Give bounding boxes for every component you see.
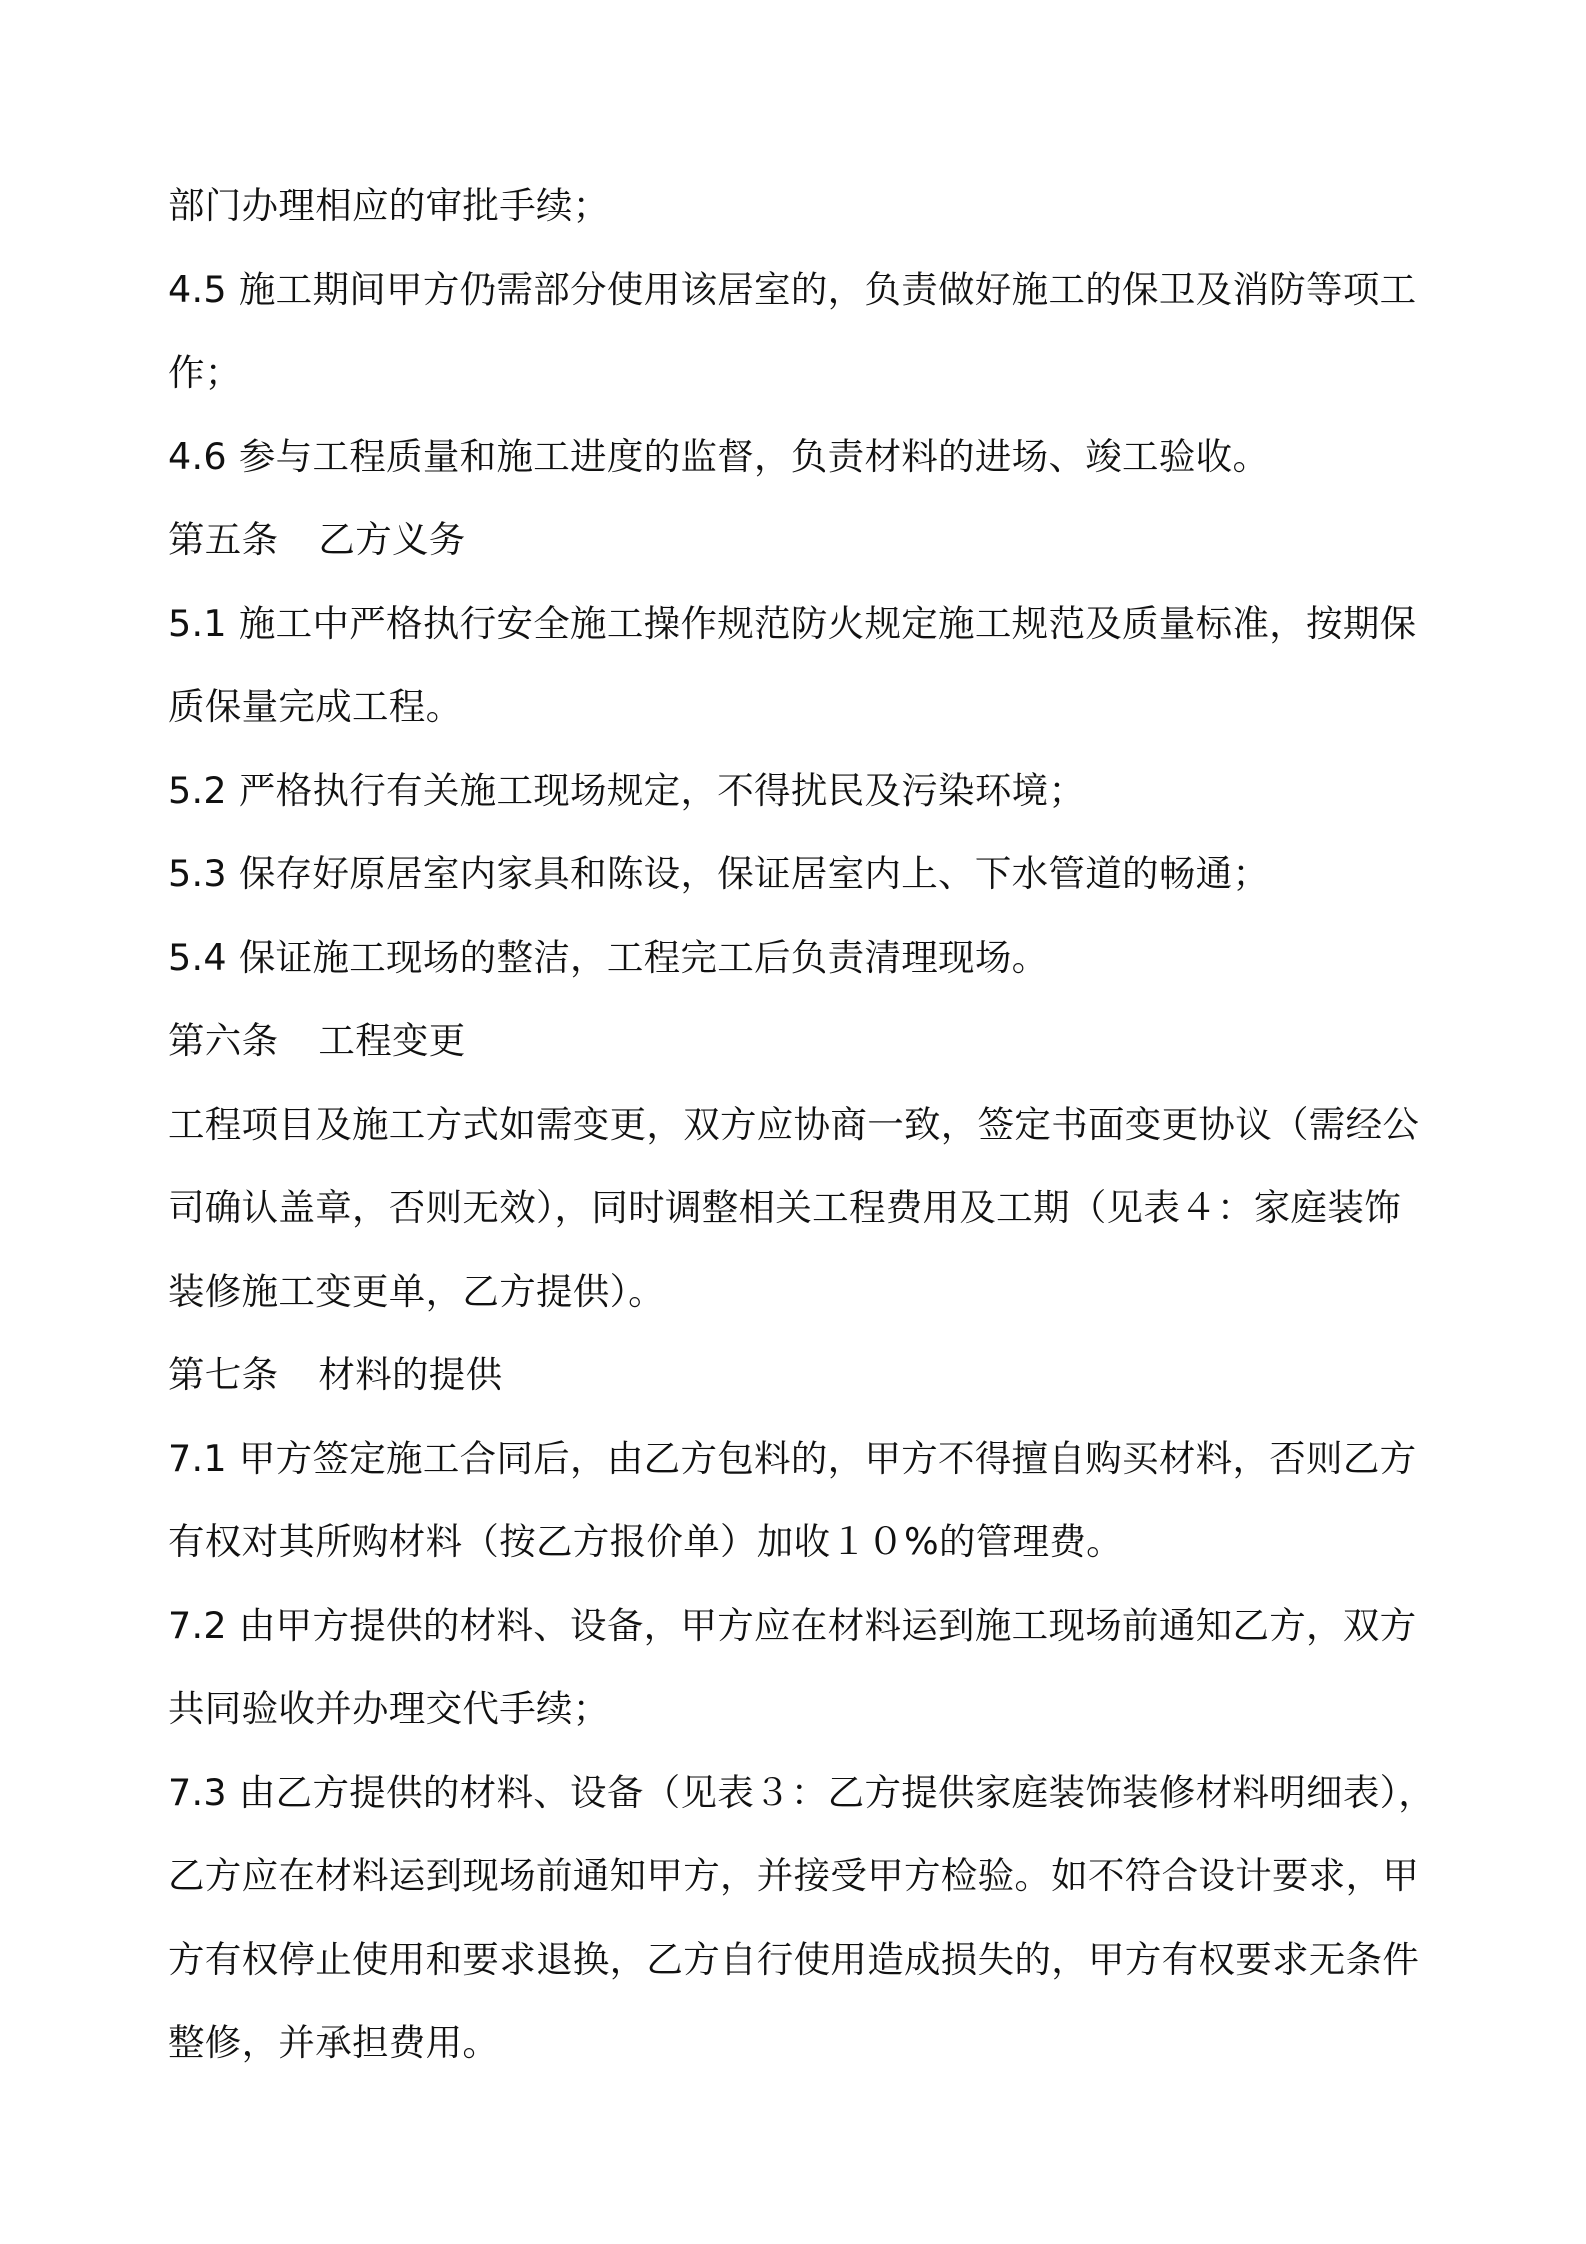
- text-line: 方有权停止使用和要求退换，乙方自行使用造成损失的，甲方有权要求无条件: [168, 1937, 1420, 1981]
- text-line: 5.4 保证施工现场的整洁，工程完工后负责清理现场。: [168, 935, 1049, 979]
- text-line: 4.5 施工期间甲方仍需部分使用该居室的，负责做好施工的保卫及消防等项工: [168, 267, 1417, 311]
- text-line: 装修施工变更单，乙方提供）。: [168, 1269, 665, 1313]
- section-heading: [168, 1333, 1428, 1417]
- text-line: 乙方应在材料运到现场前通知甲方，并接受甲方检验。如不符合设计要求，甲: [168, 1854, 1420, 1897]
- section-number: 第五条: [168, 518, 279, 561]
- text-line: 工程项目及施工方式如需变更，双方应协商一致，签定书面变更协议（需经公: [168, 1102, 1420, 1146]
- text-line: 7.2 由甲方提供的材料、设备，甲方应在材料运到施工现场前通知乙方，双方: [168, 1603, 1417, 1647]
- text-line: 共同验收并办理交代手续；: [168, 1687, 610, 1730]
- text-line: 5.3 保存好原居室内家具和陈设，保证居室内上、下水管道的畅通；: [168, 852, 1270, 895]
- section-title: 材料的提供: [318, 1353, 503, 1396]
- section-number: 第七条: [168, 1353, 279, 1396]
- text-line: 7.1 甲方签定施工合同后，由乙方包料的，甲方不得擅自购买材料，否则乙方: [168, 1436, 1417, 1480]
- section-heading: [168, 498, 1428, 582]
- section-number: 第六条: [168, 1019, 279, 1062]
- section-heading: [168, 999, 1428, 1083]
- text-line: 5.1 施工中严格执行安全施工操作规范防火规定施工规范及质量标准，按期保: [168, 601, 1417, 645]
- document-body: [168, 164, 1435, 2085]
- text-line: 5.2 严格执行有关施工现场规定，不得扰民及污染环境；: [168, 768, 1086, 812]
- section-title: 乙方义务: [318, 518, 466, 561]
- text-line: 整修，并承担费用。: [168, 2021, 500, 2064]
- text-line: 4.6 参与工程质量和施工进度的监督，负责材料的进场、竣工验收。: [168, 434, 1270, 478]
- text-line: 有权对其所购材料（按乙方报价单）加收１０%的管理费。: [168, 1520, 1123, 1563]
- text-line: 司确认盖章，否则无效），同时调整相关工程费用及工期（见表４：家庭装饰: [168, 1186, 1401, 1229]
- text-line: 作；: [168, 351, 242, 394]
- text-line: 部门办理相应的审批手续；: [168, 184, 610, 227]
- section-title: 工程变更: [318, 1019, 466, 1062]
- text-line: 7.3 由乙方提供的材料、设备（见表３：乙方提供家庭装饰装修材料明细表），: [168, 1770, 1435, 1814]
- text-line: 质保量完成工程。: [168, 685, 463, 728]
